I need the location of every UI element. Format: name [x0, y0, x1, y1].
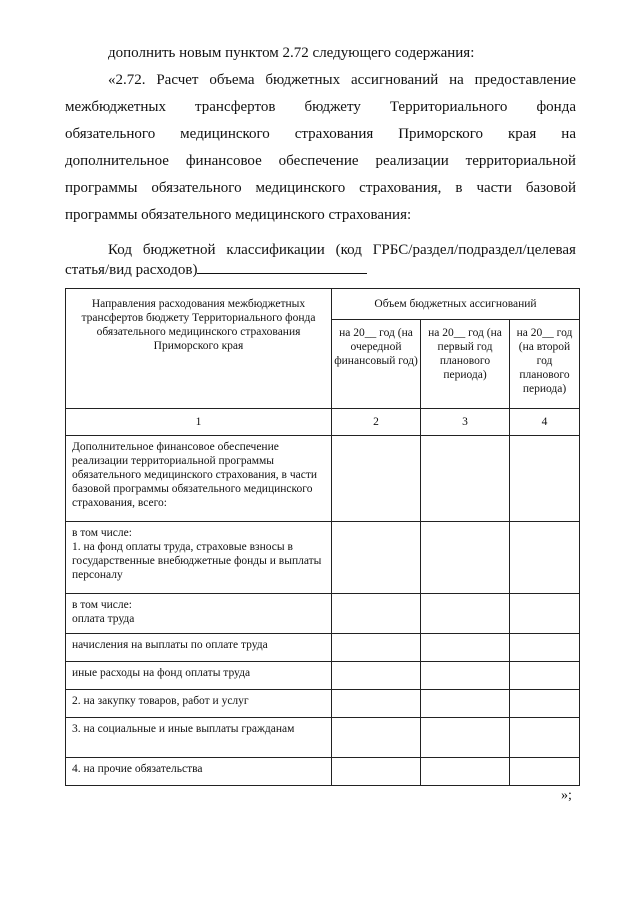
- word: части: [476, 180, 512, 196]
- column-number-4: 4: [510, 409, 580, 436]
- header-directions: Направления расходования межбюджетных трансфертов бюджету Территориального фонда обязательного медицинского страхования Приморского края: [66, 289, 332, 409]
- paragraph-line-4: [65, 152, 576, 170]
- value-cell: [421, 634, 510, 662]
- value-cell: [510, 662, 580, 690]
- row-label: в том числе: 1. на фонд оплаты труда, страховые взносы в государственные внебюджетные фонды и выплаты персоналу: [66, 522, 332, 594]
- word: страхования: [294, 126, 374, 142]
- table-row: [66, 594, 580, 634]
- word: ГРБС/раздел/подраздел/целевая: [372, 242, 576, 258]
- paragraph-line-3: [65, 125, 576, 143]
- value-cell: [510, 594, 580, 634]
- intro-line: дополнить новым пунктом 2.72 следующего содержания:: [108, 45, 475, 61]
- word: «2.72.: [108, 72, 146, 88]
- header-budget-volume: Объем бюджетных ассигнований: [332, 289, 580, 320]
- value-cell: [332, 522, 421, 594]
- table-row: [66, 436, 580, 522]
- column-number-2: 2: [332, 409, 421, 436]
- word: (код: [335, 242, 362, 258]
- value-cell: [510, 758, 580, 786]
- value-cell: [421, 436, 510, 522]
- value-cell: [510, 718, 580, 758]
- word: бюджетных: [265, 72, 341, 88]
- value-cell: [510, 634, 580, 662]
- word: реализации: [375, 153, 449, 169]
- word: обязательного: [151, 180, 242, 196]
- word: Расчет: [156, 72, 199, 88]
- word: на: [561, 126, 576, 142]
- row-label: начисления на выплаты по оплате труда: [66, 634, 332, 662]
- word: страхования,: [359, 180, 442, 196]
- word: обеспечение: [278, 153, 359, 169]
- word: Приморского: [398, 126, 484, 142]
- table-row: [66, 690, 580, 718]
- row-label: в том числе: оплата труда: [66, 594, 332, 634]
- value-cell: [510, 436, 580, 522]
- paragraph-line-5: [65, 179, 576, 197]
- word: Территориального: [389, 99, 508, 115]
- closing-quote: »;: [561, 788, 572, 803]
- word: ассигнований: [350, 72, 439, 88]
- value-cell: [332, 718, 421, 758]
- header-year-plan-1: на 20__ год (на первый год планового периода): [421, 320, 510, 409]
- row-label: иные расходы на фонд оплаты труда: [66, 662, 332, 690]
- row-label: 3. на социальные и иные выплаты гражданам: [66, 718, 332, 758]
- word: медицинского: [180, 126, 270, 142]
- value-cell: [421, 662, 510, 690]
- word: базовой: [525, 180, 576, 196]
- value-cell: [421, 690, 510, 718]
- word: межбюджетных: [65, 99, 167, 115]
- value-cell: [421, 522, 510, 594]
- kbk-line-1: [108, 241, 576, 259]
- word: обязательного: [65, 126, 156, 142]
- kbk-blank-field: [197, 259, 367, 274]
- column-number-3: 3: [421, 409, 510, 436]
- kbk-line-2: [65, 259, 367, 279]
- word: предоставление: [474, 72, 576, 88]
- word: края: [507, 126, 537, 142]
- row-label: 2. на закупку товаров, работ и услуг: [66, 690, 332, 718]
- value-cell: [332, 594, 421, 634]
- word: классификации: [226, 242, 325, 258]
- value-cell: [421, 758, 510, 786]
- value-cell: [421, 718, 510, 758]
- table-row: [66, 758, 580, 786]
- value-cell: [332, 634, 421, 662]
- word: объема: [209, 72, 255, 88]
- value-cell: [332, 662, 421, 690]
- word: бюджетной: [142, 242, 216, 258]
- word: Код: [108, 242, 132, 258]
- paragraph-line-6: программы обязательного медицинского страхования:: [65, 207, 412, 223]
- row-label: Дополнительное финансовое обеспечение реализации территориальной программы обязательного медицинского страхования, в части базовой программы обязательного медицинского страхования, всего:: [66, 436, 332, 522]
- word: территориальной: [465, 153, 576, 169]
- word: финансовое: [185, 153, 262, 169]
- value-cell: [332, 690, 421, 718]
- word: бюджету: [304, 99, 361, 115]
- word: программы: [65, 180, 138, 196]
- table-row: [66, 718, 580, 758]
- paragraph-line-1: [108, 71, 576, 89]
- value-cell: [510, 690, 580, 718]
- table-row: [66, 522, 580, 594]
- table-row: [66, 662, 580, 690]
- value-cell: [332, 758, 421, 786]
- value-cell: [421, 594, 510, 634]
- paragraph-line-2: [65, 98, 576, 116]
- word: медицинского: [255, 180, 346, 196]
- budget-table: [65, 288, 580, 786]
- word: фонда: [536, 99, 576, 115]
- value-cell: [332, 436, 421, 522]
- word: на: [449, 72, 464, 88]
- table-row: [66, 634, 580, 662]
- column-number-1: 1: [66, 409, 332, 436]
- header-year-plan-2: на 20__ год (на второй год планового периода): [510, 320, 580, 409]
- word: трансфертов: [195, 99, 276, 115]
- word: дополнительное: [65, 153, 169, 169]
- header-year-current: на 20__ год (на очередной финансовый год): [332, 320, 421, 409]
- value-cell: [510, 522, 580, 594]
- word: в: [455, 180, 463, 196]
- kbk-label: статья/вид расходов): [65, 262, 198, 278]
- row-label: 4. на прочие обязательства: [66, 758, 332, 786]
